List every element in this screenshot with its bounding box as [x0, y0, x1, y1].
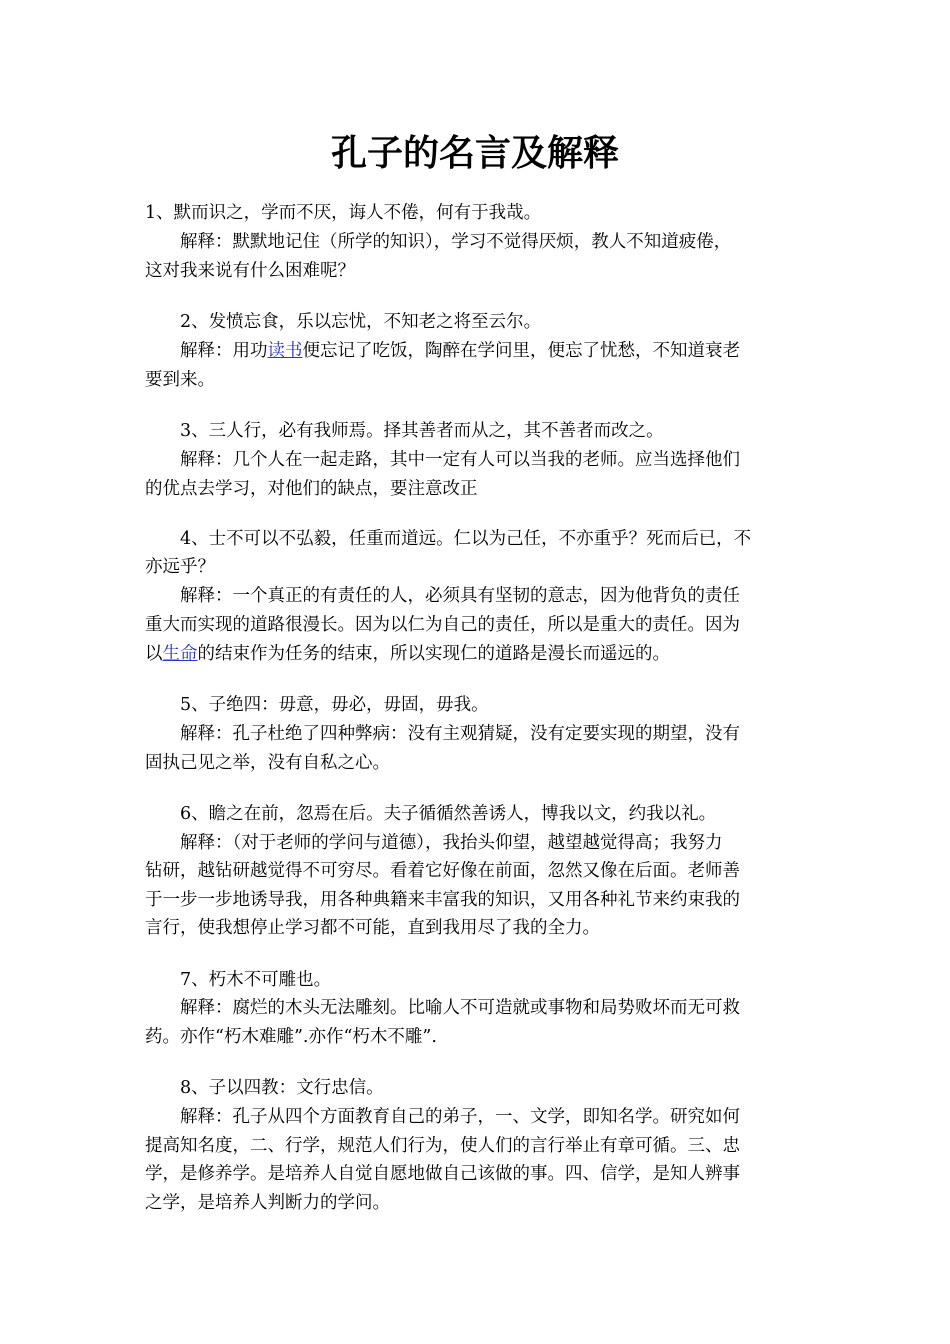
explanation-8-line-3: 学，是修养学。是培养人自觉自愿地做自己该做的事。四、信学，是知人辨事: [145, 1164, 740, 1184]
explanation-1-line-1: 解释：默默地记住（所学的知识），学习不觉得厌烦，教人不知道疲倦，: [180, 232, 732, 252]
quote-7: 7、朽木不可雕也。: [180, 970, 332, 990]
explanation-8-line-1: 解释：孔子从四个方面教育自己的弟子，一、文学，即知名学。研究如何: [180, 1107, 740, 1127]
explanation-5-line-1: 解释：孔子杜绝了四种弊病：没有主观猜疑，没有定要实现的期望，没有: [180, 724, 740, 744]
link-life[interactable]: 生命: [162, 644, 198, 664]
quote-3: 3、三人行，必有我师焉。择其善者而从之，其不善者而改之。: [180, 421, 664, 441]
explanation-4-text-a: 以: [145, 644, 163, 664]
link-reading[interactable]: 读书: [267, 341, 303, 361]
explanation-8-line-4: 之学，是培养人判断力的学问。: [145, 1193, 390, 1213]
quote-4-line-2: 亦远乎？: [145, 557, 215, 577]
explanation-7-line-2: 药。亦作“朽木难雕”.亦作“朽木不雕”.: [145, 1027, 437, 1047]
explanation-6-line-1: 解释：（对于老师的学问与道德），我抬头仰望，越望越觉得高；我努力: [180, 833, 723, 853]
explanation-3-line-1: 解释：几个人在一起走路，其中一定有人可以当我的老师。应当选择他们: [180, 450, 740, 470]
explanation-6-line-2: 钻研，越钻研越觉得不可穷尽。看着它好像在前面，忽然又像在后面。老师善: [145, 861, 740, 881]
explanation-8-line-2: 提高知名度，二、行学，规范人们行为，使人们的言行举止有章可循。三、忠: [145, 1136, 740, 1156]
explanation-3-line-2: 的优点去学习，对他们的缺点，要注意改正: [145, 479, 478, 499]
quote-2: 2、发愤忘食，乐以忘忧，不知老之将至云尔。: [180, 312, 542, 332]
explanation-6-line-4: 言行，使我想停止学习都不可能，直到我用尽了我的全力。: [145, 918, 600, 938]
explanation-4-line-1: 解释：一个真正的有责任的人，必须具有坚韧的意志，因为他背负的责任: [180, 586, 740, 606]
quote-4-line-1: 4、士不可以不弘毅，任重而道远。仁以为己任，不亦重乎？死而后已，不: [180, 529, 752, 549]
explanation-6-line-3: 于一步一步地诱导我，用各种典籍来丰富我的知识，又用各种礼节来约束我的: [145, 890, 740, 910]
explanation-5-line-2: 固执己见之举，没有自私之心。: [145, 753, 390, 773]
quote-8: 8、子以四教：文行忠信。: [180, 1078, 384, 1098]
quote-5: 5、子绝四：毋意，毋必，毋固，毋我。: [180, 695, 489, 715]
explanation-1-line-2: 这对我来说有什么困难呢？: [145, 261, 355, 281]
explanation-4-line-3: [145, 640, 670, 669]
page-title: 孔子的名言及解释: [330, 133, 619, 174]
explanation-7-line-1: 解释：腐烂的木头无法雕刻。比喻人不可造就或事物和局势败坏而无可救: [180, 998, 740, 1018]
explanation-2-line-2: 要到来。: [145, 370, 215, 390]
quote-1: 1、默而识之，学而不厌，诲人不倦，何有于我哉。: [145, 203, 542, 223]
explanation-4-text-b: 的结束作为任务的结束，所以实现仁的道路是漫长而遥远的。: [197, 644, 670, 664]
quote-6: 6、瞻之在前，忽焉在后。夫子循循然善诱人，博我以文，约我以礼。: [180, 804, 717, 824]
explanation-2-text-b: 便忘记了吃饭，陶醉在学问里，便忘了忧愁，不知道衰老: [302, 341, 740, 361]
explanation-4-line-2: 重大而实现的道路很漫长。因为以仁为自己的责任，所以是重大的责任。因为: [145, 615, 740, 635]
explanation-2-line-1: [180, 337, 740, 366]
explanation-2-text-a: 解释：用功: [180, 341, 268, 361]
